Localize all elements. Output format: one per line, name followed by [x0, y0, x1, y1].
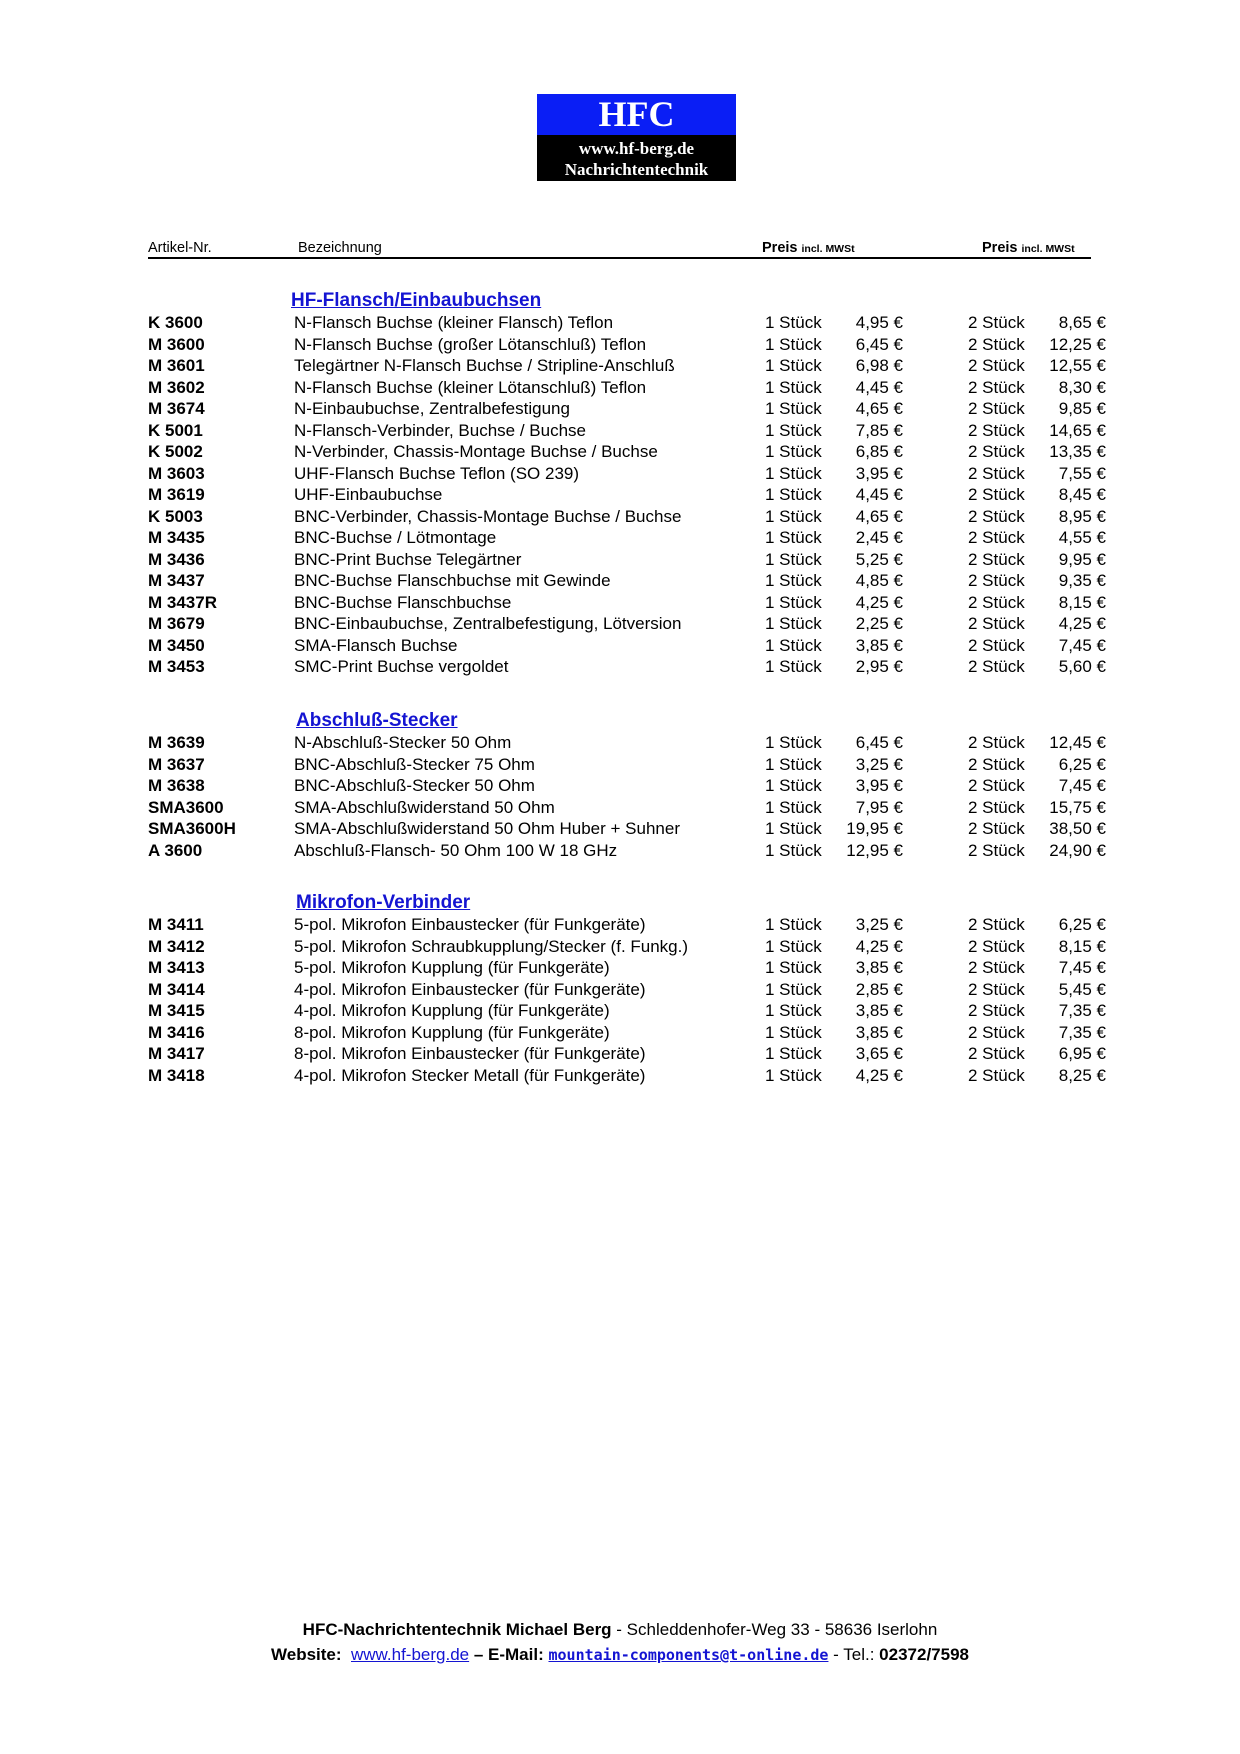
product-row	[148, 957, 1108, 979]
header-bezeichnung: Bezeichnung	[298, 240, 382, 256]
product-row	[148, 754, 1108, 776]
product-row	[148, 570, 1108, 592]
price-1: 4,25 €	[855, 1065, 903, 1085]
quantity-2: 2 Stück	[968, 754, 1025, 774]
quantity-2: 2 Stück	[968, 571, 1025, 590]
price-1: 3,25 €	[855, 915, 903, 934]
quantity-1: 1 Stück	[765, 442, 822, 461]
section-title: Abschluß-Stecker	[296, 710, 458, 731]
quantity-1: 1 Stück	[765, 549, 822, 569]
article-number: M 3436	[148, 549, 205, 569]
price-2: 14,65 €	[1049, 420, 1106, 440]
price-2: 8,25 €	[1058, 1065, 1106, 1085]
quantity-2: 2 Stück	[968, 528, 1025, 547]
quantity-1: 1 Stück	[765, 356, 822, 375]
quantity-2: 2 Stück	[968, 819, 1025, 838]
footer-address-line	[0, 1620, 1240, 1640]
product-row	[148, 549, 1108, 571]
price-1: 6,45 €	[855, 334, 903, 354]
quantity-1: 1 Stück	[765, 377, 822, 397]
article-number: M 3674	[148, 399, 205, 418]
quantity-2: 2 Stück	[968, 1022, 1025, 1042]
quantity-2: 2 Stück	[968, 1065, 1025, 1085]
quantity-2: 2 Stück	[968, 420, 1025, 440]
price-2: 8,15 €	[1058, 936, 1106, 956]
quantity-2: 2 Stück	[968, 733, 1025, 752]
header-preis-2	[982, 240, 1075, 256]
article-number: M 3412	[148, 936, 205, 956]
description: SMA-Abschlußwiderstand 50 Ohm Huber + Suhner	[294, 819, 680, 838]
description: N-Flansch Buchse (großer Lötanschluß) Teflon	[294, 334, 647, 354]
quantity-1: 1 Stück	[765, 592, 822, 612]
quantity-2: 2 Stück	[968, 657, 1025, 676]
price-2: 6,25 €	[1058, 754, 1106, 774]
product-row	[148, 936, 1108, 958]
quantity-1: 1 Stück	[765, 313, 822, 332]
product-row	[148, 398, 1108, 420]
product-row	[148, 312, 1108, 334]
product-row	[148, 1043, 1108, 1065]
price-2: 6,25 €	[1058, 915, 1106, 934]
article-number: K 3600	[148, 313, 203, 332]
price-2: 8,65 €	[1058, 313, 1106, 332]
article-number: M 3638	[148, 776, 205, 795]
description: SMA-Flansch Buchse	[294, 635, 458, 655]
quantity-2: 2 Stück	[968, 399, 1025, 418]
product-row	[148, 979, 1108, 1001]
price-1: 6,98 €	[855, 356, 903, 375]
price-2: 12,25 €	[1049, 334, 1106, 354]
description: N-Einbaubuchse, Zentralbefestigung	[294, 399, 570, 418]
price-1: 3,65 €	[855, 1044, 903, 1063]
description: 5-pol. Mikrofon Einbaustecker (für Funkgeräte)	[294, 915, 646, 934]
quantity-2: 2 Stück	[968, 334, 1025, 354]
price-1: 3,85 €	[855, 1001, 903, 1020]
article-number: M 3603	[148, 463, 205, 483]
article-number: M 3450	[148, 635, 205, 655]
quantity-1: 1 Stück	[765, 657, 822, 676]
article-number: M 3413	[148, 958, 205, 977]
quantity-1: 1 Stück	[765, 936, 822, 956]
quantity-2: 2 Stück	[968, 377, 1025, 397]
description: BNC-Print Buchse Telegärtner	[294, 549, 522, 569]
price-2: 13,35 €	[1049, 442, 1106, 461]
description: BNC-Abschluß-Stecker 75 Ohm	[294, 754, 535, 774]
quantity-1: 1 Stück	[765, 979, 822, 999]
price-2: 7,45 €	[1058, 635, 1106, 655]
footer-email-link[interactable]: mountain-components@t-online.de	[548, 1646, 829, 1664]
quantity-2: 2 Stück	[968, 915, 1025, 934]
description: SMC-Print Buchse vergoldet	[294, 657, 509, 676]
description: BNC-Verbinder, Chassis-Montage Buchse / Buchse	[294, 506, 682, 526]
price-1: 3,95 €	[855, 776, 903, 795]
price-2: 12,55 €	[1049, 356, 1106, 375]
article-number: M 3637	[148, 754, 205, 774]
price-2: 8,15 €	[1058, 592, 1106, 612]
product-row	[148, 840, 1108, 862]
price-1: 4,85 €	[855, 571, 903, 590]
article-number: M 3437	[148, 571, 205, 590]
quantity-1: 1 Stück	[765, 915, 822, 934]
quantity-2: 2 Stück	[968, 614, 1025, 633]
description: N-Flansch Buchse (kleiner Lötanschluß) Teflon	[294, 377, 647, 397]
price-1: 3,85 €	[855, 1022, 903, 1042]
article-number: M 3453	[148, 657, 205, 676]
price-1: 3,85 €	[855, 958, 903, 977]
description: BNC-Buchse Flanschbuchse mit Gewinde	[294, 571, 611, 590]
article-number: M 3600	[148, 334, 205, 354]
quantity-2: 2 Stück	[968, 506, 1025, 526]
description: N-Abschluß-Stecker 50 Ohm	[294, 733, 512, 752]
quantity-2: 2 Stück	[968, 485, 1025, 504]
quantity-1: 1 Stück	[765, 819, 822, 838]
price-2: 7,55 €	[1058, 463, 1106, 483]
quantity-1: 1 Stück	[765, 797, 822, 817]
quantity-1: 1 Stück	[765, 463, 822, 483]
product-row	[148, 484, 1108, 506]
article-number: M 3411	[148, 915, 204, 934]
article-number: K 5003	[148, 506, 203, 526]
description: N-Flansch Buchse (kleiner Flansch) Teflon	[294, 313, 614, 332]
price-2: 7,45 €	[1058, 776, 1106, 795]
quantity-2: 2 Stück	[968, 840, 1025, 860]
article-number: M 3679	[148, 614, 205, 633]
price-2: 7,35 €	[1058, 1001, 1106, 1020]
price-1: 7,95 €	[855, 797, 903, 817]
quantity-2: 2 Stück	[968, 797, 1025, 817]
header-preis-2-suffix: incl. MWSt	[1021, 243, 1075, 255]
price-2: 5,60 €	[1058, 657, 1106, 676]
header-preis-1-label: Preis	[762, 240, 798, 256]
product-row	[148, 506, 1108, 528]
footer-website-link[interactable]: www.hf-berg.de	[351, 1645, 470, 1664]
price-2: 9,35 €	[1058, 571, 1106, 590]
price-1: 6,85 €	[855, 442, 903, 461]
section-title: HF-Flansch/Einbaubuchsen	[291, 290, 542, 311]
price-2: 38,50 €	[1049, 819, 1106, 838]
header-preis-1-suffix: incl. MWSt	[801, 243, 855, 255]
article-number: M 3601	[148, 356, 205, 375]
product-row	[148, 732, 1108, 754]
logo-subtitle: Nachrichtentechnik	[564, 160, 709, 179]
quantity-1: 1 Stück	[765, 635, 822, 655]
quantity-2: 2 Stück	[968, 635, 1025, 655]
description: 8-pol. Mikrofon Einbaustecker (für Funkgeräte)	[294, 1044, 646, 1063]
quantity-1: 1 Stück	[765, 958, 822, 977]
article-number: M 3602	[148, 377, 205, 397]
product-row	[148, 1000, 1108, 1022]
description: UHF-Einbaubuchse	[294, 485, 443, 504]
quantity-1: 1 Stück	[765, 1022, 822, 1042]
price-1: 3,25 €	[855, 754, 903, 774]
quantity-2: 2 Stück	[968, 1001, 1025, 1020]
price-2: 15,75 €	[1049, 797, 1106, 817]
price-1: 2,95 €	[855, 657, 903, 676]
description: N-Flansch-Verbinder, Buchse / Buchse	[294, 420, 586, 440]
price-1: 2,25 €	[855, 614, 903, 633]
price-1: 4,65 €	[855, 506, 903, 526]
footer-email-label: – E-Mail:	[469, 1645, 544, 1664]
price-1: 3,85 €	[855, 635, 903, 655]
article-number: M 3435	[148, 528, 205, 547]
quantity-1: 1 Stück	[765, 1001, 822, 1020]
footer-website-label: Website:	[271, 1645, 342, 1664]
article-number: M 3416	[148, 1022, 205, 1042]
hfc-logo	[537, 94, 736, 181]
section-title: Mikrofon-Verbinder	[296, 892, 471, 913]
article-number: M 3418	[148, 1065, 205, 1085]
quantity-1: 1 Stück	[765, 733, 822, 752]
quantity-1: 1 Stück	[765, 399, 822, 418]
product-row	[148, 1065, 1108, 1087]
product-row	[148, 914, 1108, 936]
price-1: 2,85 €	[855, 979, 903, 999]
description: BNC-Buchse Flanschbuchse	[294, 592, 512, 612]
price-1: 2,45 €	[855, 528, 903, 547]
logo-subtitle-block	[537, 135, 736, 181]
article-number: M 3417	[148, 1044, 205, 1063]
article-number: SMA3600	[148, 797, 224, 817]
quantity-1: 1 Stück	[765, 1065, 822, 1085]
price-2: 24,90 €	[1049, 840, 1106, 860]
description: Abschluß-Flansch- 50 Ohm 100 W 18 GHz	[294, 840, 618, 860]
article-number: SMA3600H	[148, 819, 236, 838]
logo-title: HFC	[537, 94, 736, 135]
quantity-1: 1 Stück	[765, 1044, 822, 1063]
price-1: 4,25 €	[855, 936, 903, 956]
product-row	[148, 656, 1108, 678]
description: SMA-Abschlußwiderstand 50 Ohm	[294, 797, 555, 817]
quantity-2: 2 Stück	[968, 313, 1025, 332]
product-row	[148, 1022, 1108, 1044]
description: Telegärtner N-Flansch Buchse / Stripline-Anschluß	[294, 356, 675, 375]
price-2: 8,95 €	[1058, 506, 1106, 526]
quantity-2: 2 Stück	[968, 463, 1025, 483]
product-row	[148, 635, 1108, 657]
product-row	[148, 463, 1108, 485]
product-row	[148, 527, 1108, 549]
footer-address: - Schleddenhofer-Weg 33 - 58636 Iserlohn	[611, 1620, 938, 1639]
table-header	[148, 238, 1091, 259]
quantity-2: 2 Stück	[968, 549, 1025, 569]
product-row	[148, 420, 1108, 442]
article-number: M 3639	[148, 733, 205, 752]
price-1: 19,95 €	[846, 819, 903, 838]
description: 4-pol. Mikrofon Stecker Metall (für Funkgeräte)	[294, 1065, 646, 1085]
product-row	[148, 797, 1108, 819]
product-row	[148, 441, 1108, 463]
price-2: 5,45 €	[1058, 979, 1106, 999]
price-1: 4,65 €	[855, 399, 903, 418]
footer-tel: 02372/7598	[879, 1645, 969, 1664]
price-2: 4,55 €	[1058, 528, 1106, 547]
product-row	[148, 613, 1108, 635]
quantity-1: 1 Stück	[765, 571, 822, 590]
quantity-1: 1 Stück	[765, 840, 822, 860]
description: BNC-Buchse / Lötmontage	[294, 528, 497, 547]
price-2: 9,95 €	[1058, 549, 1106, 569]
price-2: 6,95 €	[1058, 1044, 1106, 1063]
article-number: M 3415	[148, 1001, 205, 1020]
header-preis-2-label: Preis	[982, 240, 1018, 256]
quantity-1: 1 Stück	[765, 776, 822, 795]
product-row	[148, 592, 1108, 614]
price-1: 12,95 €	[846, 840, 903, 860]
article-number: M 3414	[148, 979, 205, 999]
quantity-1: 1 Stück	[765, 528, 822, 547]
description: 4-pol. Mikrofon Kupplung (für Funkgeräte)	[294, 1001, 610, 1020]
price-1: 4,45 €	[855, 377, 903, 397]
price-2: 9,85 €	[1058, 399, 1106, 418]
description: BNC-Einbaubuchse, Zentralbefestigung, Lötversion	[294, 614, 682, 633]
price-1: 3,95 €	[855, 463, 903, 483]
quantity-1: 1 Stück	[765, 506, 822, 526]
price-2: 8,30 €	[1058, 377, 1106, 397]
description: 8-pol. Mikrofon Kupplung (für Funkgeräte)	[294, 1022, 610, 1042]
price-2: 7,35 €	[1058, 1022, 1106, 1042]
quantity-1: 1 Stück	[765, 614, 822, 633]
quantity-2: 2 Stück	[968, 442, 1025, 461]
price-2: 12,45 €	[1049, 733, 1106, 752]
description: UHF-Flansch Buchse Teflon (SO 239)	[294, 463, 580, 483]
price-2: 4,25 €	[1058, 614, 1106, 633]
quantity-2: 2 Stück	[968, 979, 1025, 999]
quantity-2: 2 Stück	[968, 936, 1025, 956]
quantity-1: 1 Stück	[765, 334, 822, 354]
quantity-2: 2 Stück	[968, 592, 1025, 612]
footer-contact-line	[0, 1645, 1240, 1665]
product-row	[148, 377, 1108, 399]
header-artikel-nr: Artikel-Nr.	[148, 240, 212, 256]
description: BNC-Abschluß-Stecker 50 Ohm	[294, 776, 535, 795]
description: N-Verbinder, Chassis-Montage Buchse / Buchse	[294, 442, 658, 461]
article-number: M 3619	[148, 485, 205, 504]
article-number: K 5001	[148, 420, 203, 440]
price-1: 4,95 €	[855, 313, 903, 332]
description: 5-pol. Mikrofon Schraubkupplung/Stecker (f. Funkg.)	[294, 936, 689, 956]
price-2: 7,45 €	[1058, 958, 1106, 977]
quantity-1: 1 Stück	[765, 754, 822, 774]
article-number: M 3437R	[148, 592, 217, 612]
product-row	[148, 334, 1108, 356]
price-1: 4,45 €	[855, 485, 903, 504]
product-row	[148, 355, 1108, 377]
product-row	[148, 775, 1108, 797]
price-1: 7,85 €	[855, 420, 903, 440]
description: 4-pol. Mikrofon Einbaustecker (für Funkgeräte)	[294, 979, 646, 999]
price-1: 6,45 €	[855, 733, 903, 752]
quantity-2: 2 Stück	[968, 356, 1025, 375]
logo-website: www.hf-berg.de	[578, 139, 695, 158]
quantity-2: 2 Stück	[968, 1044, 1025, 1063]
quantity-2: 2 Stück	[968, 958, 1025, 977]
header-preis-1	[762, 240, 855, 256]
footer-company: HFC-Nachrichtentechnik Michael Berg	[302, 1620, 612, 1639]
product-row	[148, 818, 1108, 840]
price-1: 5,25 €	[855, 549, 903, 569]
description: 5-pol. Mikrofon Kupplung (für Funkgeräte)	[294, 958, 610, 977]
footer-tel-label: - Tel.:	[828, 1645, 875, 1664]
price-1: 4,25 €	[855, 592, 903, 612]
price-2: 8,45 €	[1058, 485, 1106, 504]
quantity-1: 1 Stück	[765, 485, 822, 504]
article-number: A 3600	[148, 840, 203, 860]
article-number: K 5002	[148, 442, 203, 461]
quantity-2: 2 Stück	[968, 776, 1025, 795]
quantity-1: 1 Stück	[765, 420, 822, 440]
